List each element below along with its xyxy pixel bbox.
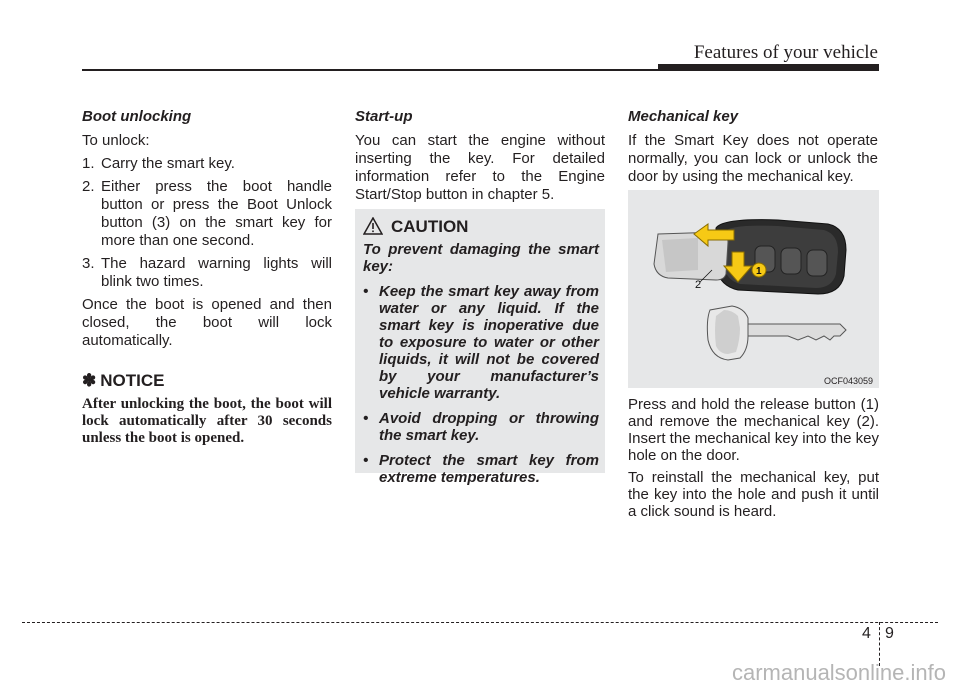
section-heading-start-up: Start-up <box>355 108 413 125</box>
paragraph: Press and hold the release button (1) and remove the mechanical key (2). Insert the mechanical key into the key hole on the door. <box>628 396 879 464</box>
column-start-up <box>355 108 605 209</box>
paragraph: To reinstall the mechanical key, put the key into the hole and push it until a click sound is heard. <box>628 469 879 520</box>
page-number: 9 <box>885 625 894 642</box>
caution-title: CAUTION <box>391 216 469 236</box>
list-number: 1. <box>82 155 95 172</box>
header-title: Features of your vehicle <box>693 42 878 63</box>
list-number: 3. <box>82 255 95 272</box>
list-item <box>363 410 599 444</box>
watermark: carmanualsonline.info <box>731 660 946 685</box>
caution-box <box>355 209 605 486</box>
list-text: The hazard warning lights will blink two times. <box>101 255 332 290</box>
figure-code: OCF043059 <box>823 376 873 386</box>
list-text: Avoid dropping or throwing the smart key. <box>379 410 599 444</box>
notice-symbol-icon: ✽ <box>82 371 97 390</box>
caution-intro: To prevent damaging the smart key: <box>363 241 599 275</box>
section-heading-mechanical-key: Mechanical key <box>628 108 739 125</box>
list-item <box>82 178 332 250</box>
footer-rule <box>22 622 938 623</box>
notice-heading <box>82 372 332 390</box>
warning-triangle-icon <box>363 217 383 235</box>
callout-1-label: 1 <box>756 266 762 277</box>
list-item <box>82 255 332 291</box>
smart-key-figure <box>628 190 879 388</box>
smart-key-illustration <box>628 190 879 388</box>
list-item <box>363 452 599 486</box>
bullet-icon: • <box>363 283 369 300</box>
paragraph: You can start the engine without inserting the key. For detailed information refer to the Engine Start/Stop button in chapter 5. <box>355 132 605 203</box>
section-heading-boot-unlocking: Boot unlocking <box>82 108 192 125</box>
notice-title: NOTICE <box>100 371 165 390</box>
list-number: 2. <box>82 178 95 195</box>
header-rule-accent <box>658 64 879 71</box>
list-text: Carry the smart key. <box>101 155 235 172</box>
intro-text: To unlock: <box>82 132 150 149</box>
column-boot-unlocking <box>82 108 332 447</box>
list-item <box>82 155 332 173</box>
list-text: Either press the boot handle button or press the Boot Unlock button (3) on the smart key for more than one second. <box>101 178 332 249</box>
list-text: Keep the smart key away from water or any liquid. If the smart key is inoperative due to exposure to water or other liquids, it will not be covered by your manufacturer’s vehicle warranty. <box>379 283 599 402</box>
callout-2-label: 2 <box>695 279 702 291</box>
caution-heading <box>363 217 599 235</box>
bullet-icon: • <box>363 452 369 469</box>
paragraph: Once the boot is opened and then closed, the boot will lock automatically. <box>82 296 332 349</box>
notice-body: After unlocking the boot, the boot will lock automatically after 30 seconds unless the boot is opened. <box>82 396 332 446</box>
column-mechanical-key <box>628 108 878 191</box>
list-item <box>363 283 599 402</box>
list-text: Protect the smart key from extreme temperatures. <box>379 452 599 486</box>
mechanical-key-instructions <box>628 396 879 525</box>
paragraph: If the Smart Key does not operate normally, you can lock or unlock the door by using the mechanical key. <box>628 132 878 185</box>
bullet-icon: • <box>363 410 369 427</box>
chapter-number: 4 <box>862 625 871 642</box>
